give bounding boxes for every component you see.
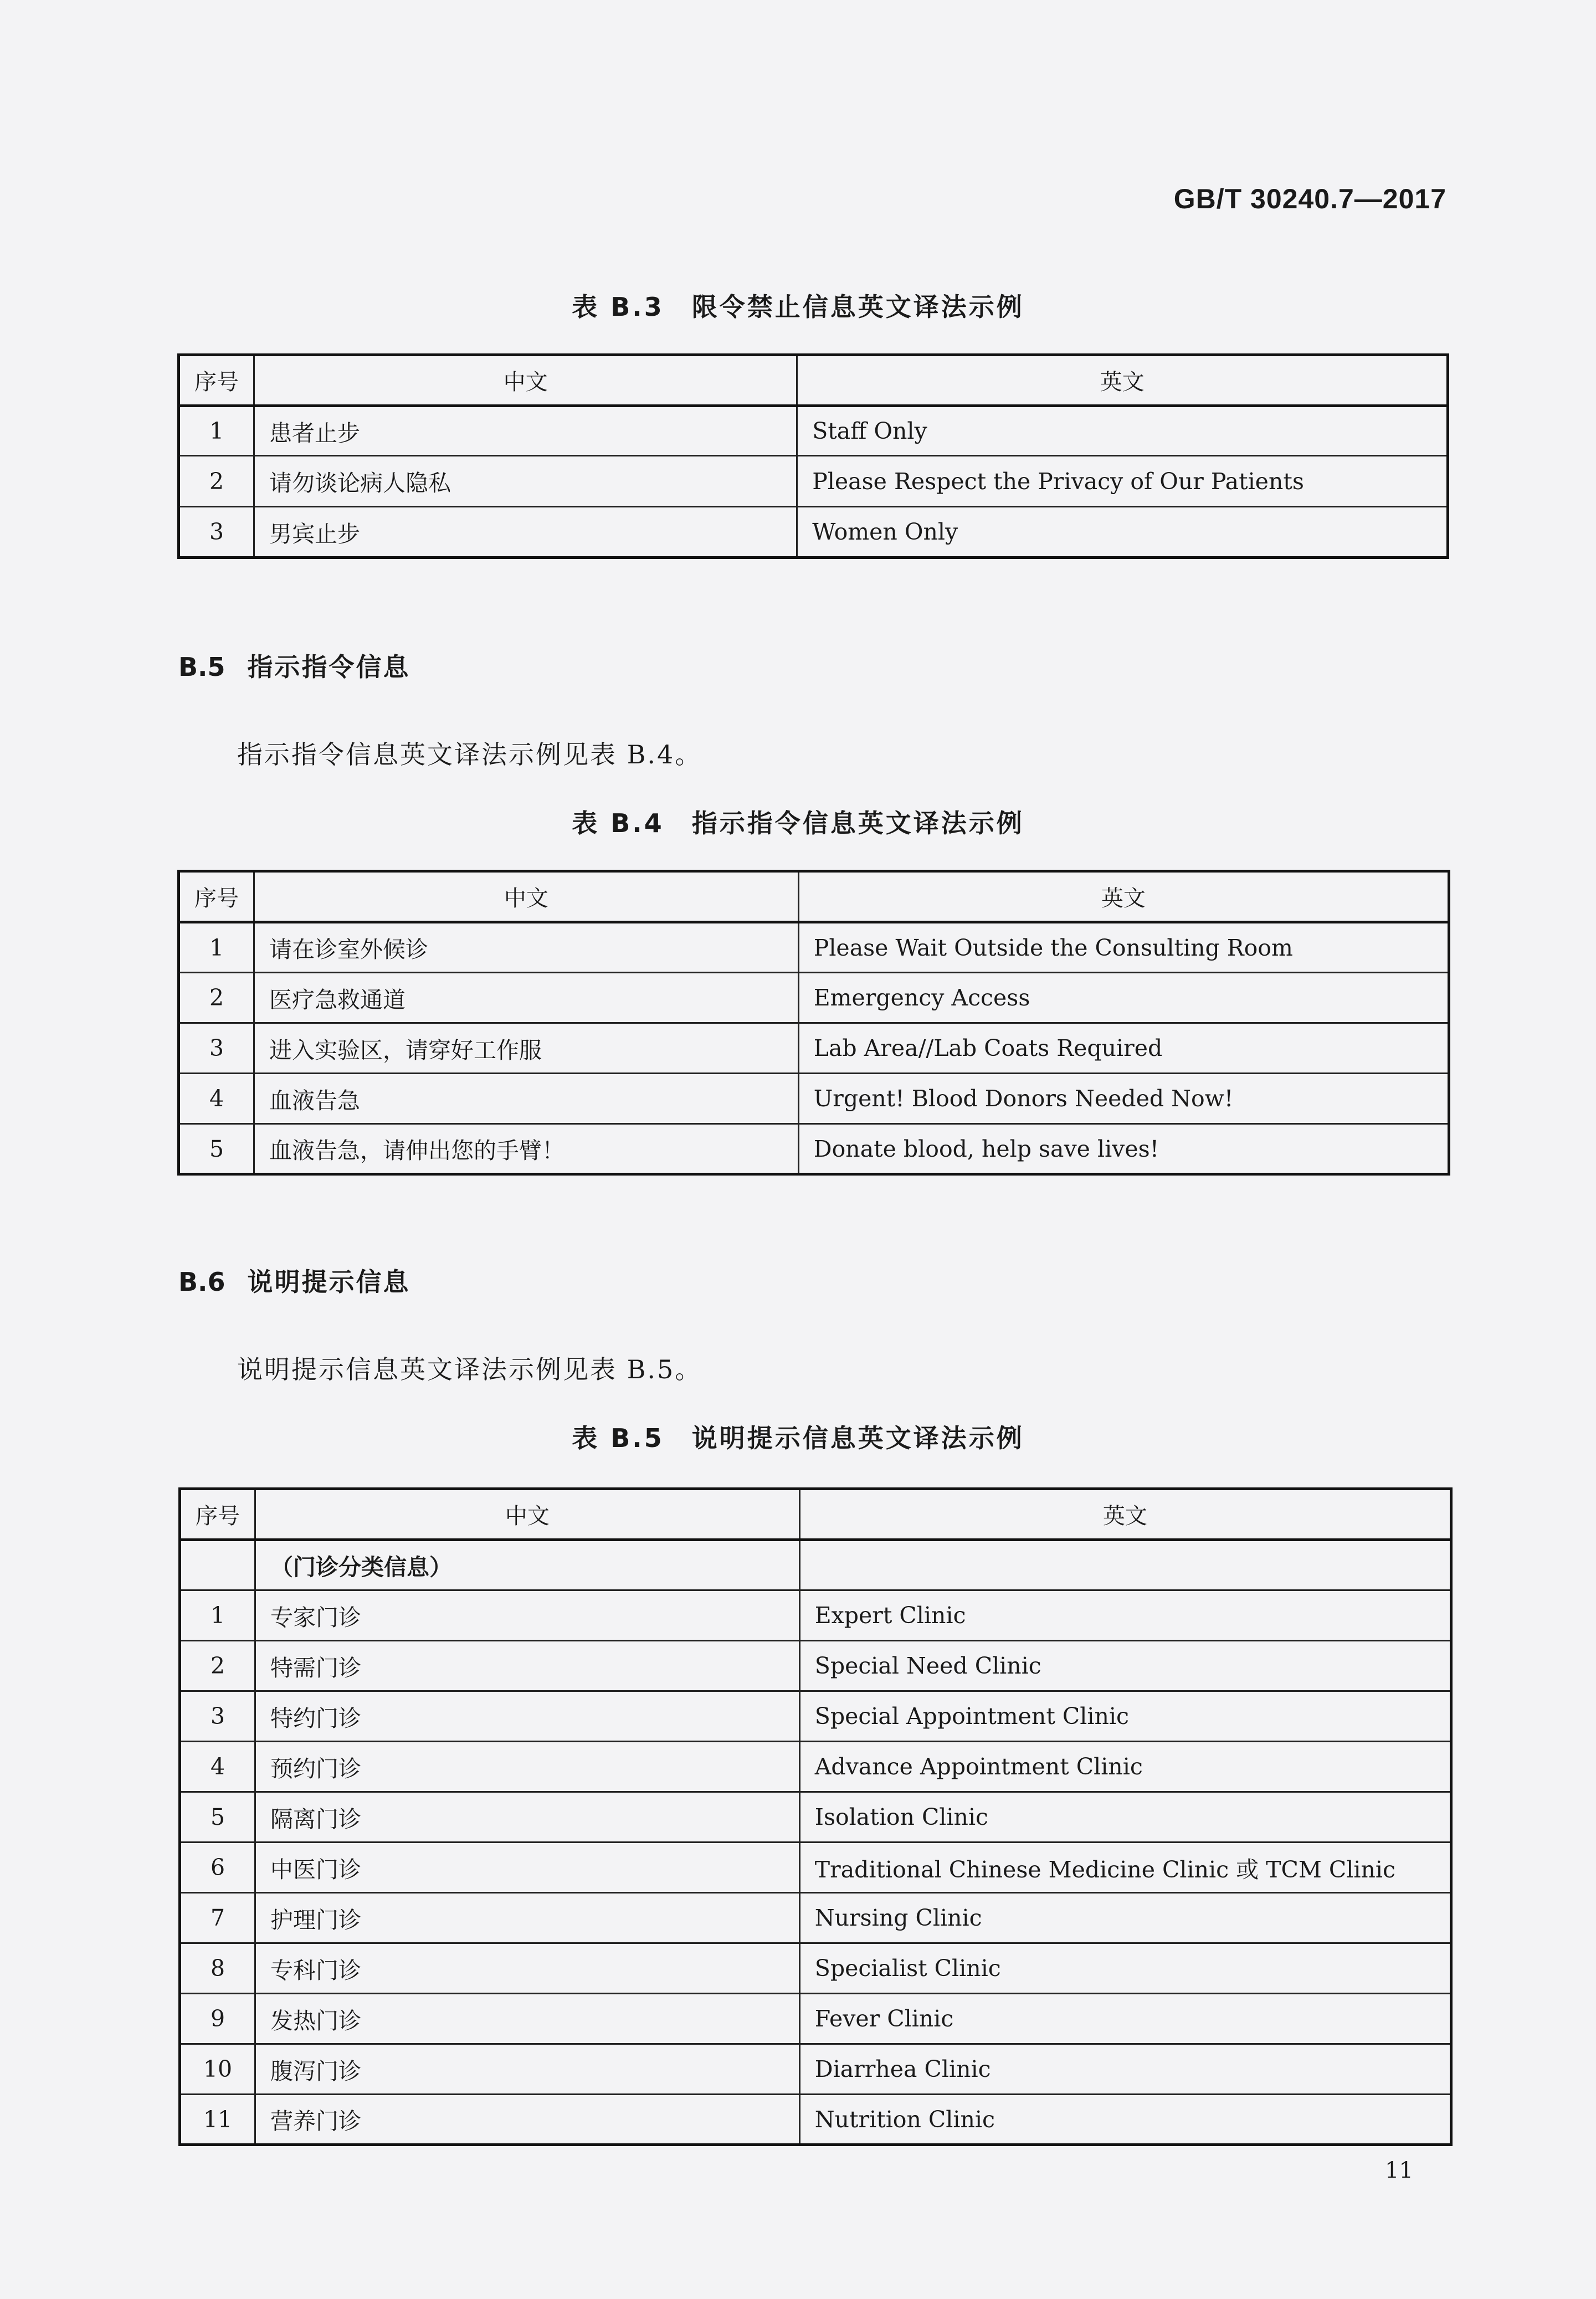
section-b5-heading [178,647,410,684]
row-english: Nursing Clinic [799,1893,1451,1943]
row-index: 1 [179,406,254,456]
row-english: Specialist Clinic [799,1943,1451,1994]
row-english: Lab Area//Lab Coats Required [798,1023,1449,1074]
row-index: 10 [180,2044,255,2095]
row-chinese: 专家门诊 [255,1590,800,1641]
row-english: Expert Clinic [799,1590,1451,1641]
table-header-row [180,1489,1451,1540]
table-b3 [177,353,1449,559]
table-b5-caption: 表 B.5 说明提示信息英文译法示例 [572,1423,1024,1453]
table-row [180,1994,1451,2044]
row-chinese: 隔离门诊 [255,1792,800,1843]
table-b4-caption: 表 B.4 指示指令信息英文译法示例 [572,808,1024,838]
table-row [179,456,1448,507]
section-b5-paragraph: 指示指令信息英文译法示例见表 B.4。 [237,740,702,769]
column-header-chinese: 中文 [255,1489,800,1540]
row-english [799,1540,1451,1590]
row-chinese: 专科门诊 [255,1943,800,1994]
table-row [180,1742,1451,1792]
row-chinese: 请勿谈论病人隐私 [254,456,797,507]
row-index: 1 [180,1590,255,1641]
row-english: Emergency Access [798,973,1449,1023]
row-english: Donate blood, help save lives! [798,1124,1449,1174]
row-english: Nutrition Clinic [799,2095,1451,2145]
category-label: （门诊分类信息） [255,1540,800,1590]
row-index: 6 [180,1843,255,1893]
page-number: 11 [1385,2158,1413,2183]
table-row [179,922,1449,973]
section-title: 指示指令信息 [247,652,410,682]
row-english: Please Respect the Privacy of Our Patients [797,456,1448,507]
section-number: B.5 [178,652,225,682]
table-row [180,1691,1451,1742]
row-chinese: 腹泻门诊 [255,2044,800,2095]
row-english: Please Wait Outside the Consulting Room [798,922,1449,973]
row-chinese: 医疗急救通道 [254,973,799,1023]
table-b3-caption: 表 B.3 限令禁止信息英文译法示例 [572,292,1024,322]
row-index: 3 [180,1691,255,1742]
row-index: 5 [180,1792,255,1843]
row-chinese: 中医门诊 [255,1843,800,1893]
table-header-row [179,871,1449,922]
row-chinese: 特需门诊 [255,1641,800,1691]
row-index: 8 [180,1943,255,1994]
table-row [180,1943,1451,1994]
row-index [180,1540,255,1590]
section-b6-heading [178,1262,410,1299]
row-chinese: 血液告急，请伸出您的手臂！ [254,1124,799,1174]
table-row [180,2044,1451,2095]
row-index: 2 [180,1641,255,1691]
row-english: Fever Clinic [799,1994,1451,2044]
row-english: Advance Appointment Clinic [799,1742,1451,1792]
column-header-english: 英文 [797,355,1448,406]
row-chinese: 患者止步 [254,406,797,456]
row-index: 2 [179,973,254,1023]
table-row [180,2095,1451,2145]
column-header-chinese: 中文 [254,871,799,922]
row-chinese: 特约门诊 [255,1691,800,1742]
row-index: 9 [180,1994,255,2044]
category-row [180,1540,1451,1590]
column-header-index: 序号 [179,871,254,922]
row-chinese: 护理门诊 [255,1893,800,1943]
table-row [179,1023,1449,1074]
table-row [179,1124,1449,1174]
row-index: 2 [179,456,254,507]
row-index: 3 [179,507,254,558]
row-chinese: 发热门诊 [255,1994,800,2044]
table-row [180,1641,1451,1691]
table-row [179,973,1449,1023]
row-english: Traditional Chinese Medicine Clinic 或 TCM Clinic [799,1843,1451,1893]
table-b4 [177,870,1450,1176]
column-header-index: 序号 [179,355,254,406]
row-index: 3 [179,1023,254,1074]
row-english: Urgent! Blood Donors Needed Now! [798,1074,1449,1124]
table-row [180,1843,1451,1893]
table-row [180,1590,1451,1641]
column-header-chinese: 中文 [254,355,797,406]
row-index: 4 [179,1074,254,1124]
row-index: 1 [179,922,254,973]
row-chinese: 请在诊室外候诊 [254,922,799,973]
table-row [179,507,1448,558]
column-header-english: 英文 [798,871,1449,922]
row-chinese: 男宾止步 [254,507,797,558]
row-index: 11 [180,2095,255,2145]
row-chinese: 预约门诊 [255,1742,800,1792]
row-index: 7 [180,1893,255,1943]
row-chinese: 进入实验区，请穿好工作服 [254,1023,799,1074]
section-number: B.6 [178,1267,225,1297]
row-chinese: 营养门诊 [255,2095,800,2145]
row-chinese: 血液告急 [254,1074,799,1124]
row-index: 5 [179,1124,254,1174]
table-row [180,1792,1451,1843]
table-row [179,1074,1449,1124]
standard-code: GB/T 30240.7—2017 [1173,183,1446,214]
table-header-row [179,355,1448,406]
column-header-english: 英文 [799,1489,1451,1540]
table-b5 [178,1487,1453,2146]
section-b6-paragraph: 说明提示信息英文译法示例见表 B.5。 [237,1354,702,1384]
row-english: Women Only [797,507,1448,558]
column-header-index: 序号 [180,1489,255,1540]
section-title: 说明提示信息 [247,1267,410,1297]
row-index: 4 [180,1742,255,1792]
row-english: Staff Only [797,406,1448,456]
row-english: Special Need Clinic [799,1641,1451,1691]
table-row [180,1893,1451,1943]
table-row [179,406,1448,456]
row-english: Isolation Clinic [799,1792,1451,1843]
row-english: Diarrhea Clinic [799,2044,1451,2095]
row-english: Special Appointment Clinic [799,1691,1451,1742]
